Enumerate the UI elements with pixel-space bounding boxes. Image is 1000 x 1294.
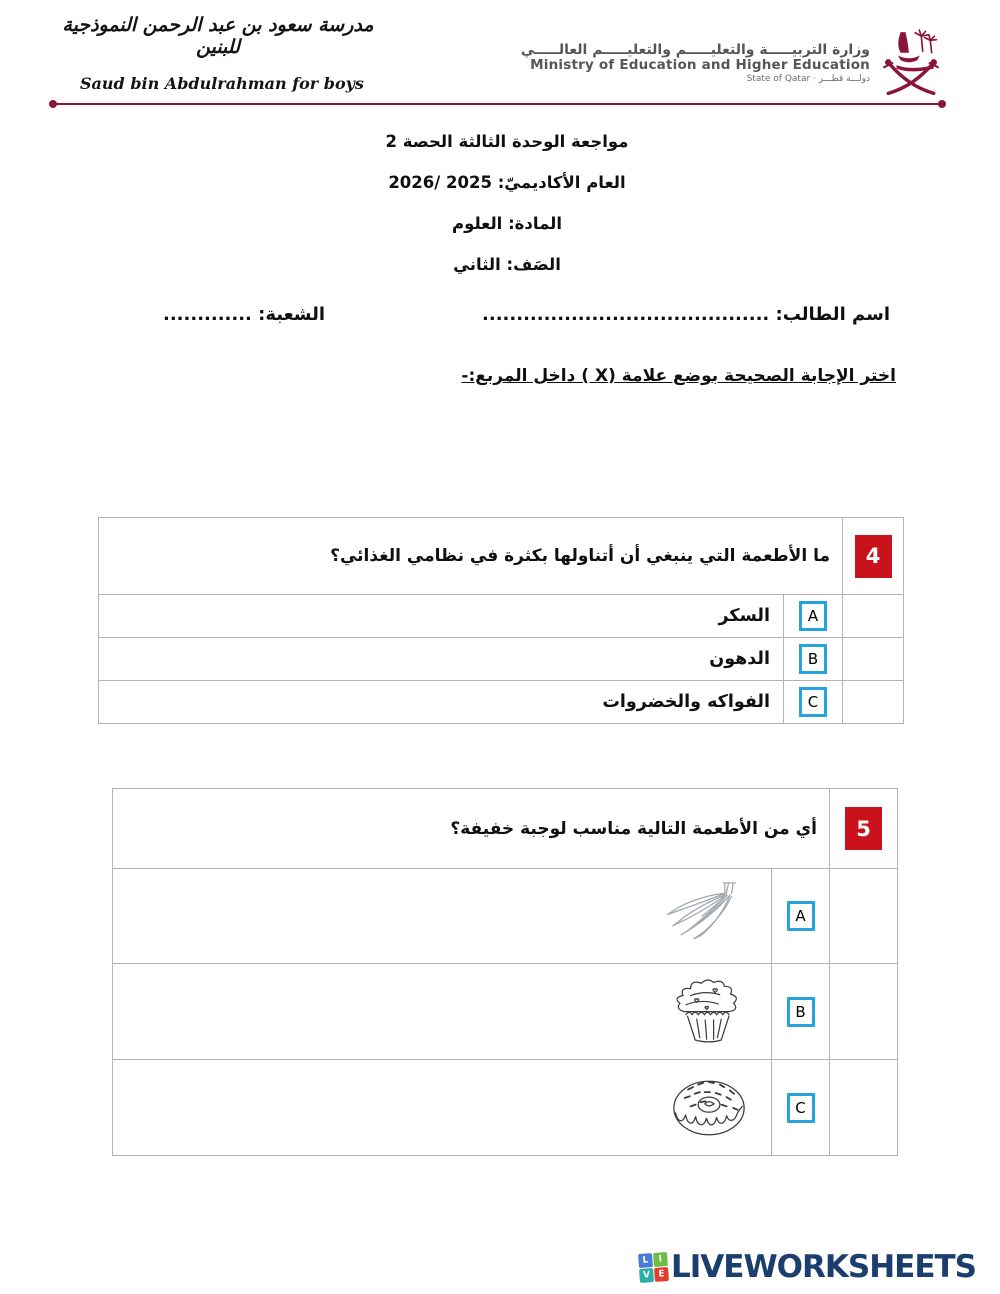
student-name-field: اسم الطالب: .......................................... xyxy=(482,304,890,325)
question-5-header-row xyxy=(113,789,898,869)
question-4-option-row-a xyxy=(99,595,904,638)
logo-tile-v: V xyxy=(639,1268,654,1283)
school-name-arabic: مدرسة سعود بن عبد الرحمن النموذجية للبنين xyxy=(62,14,374,58)
question-4-header-row xyxy=(99,518,904,595)
logo-tile-e: E xyxy=(654,1266,669,1281)
worksheet-info xyxy=(0,121,1000,285)
header-divider-line xyxy=(53,103,942,105)
question-4-table xyxy=(98,517,904,724)
ministry-name-english: Ministry of Education and Higher Education xyxy=(530,56,870,73)
question-5-option-row-c xyxy=(113,1060,898,1156)
option-b-text: الدهون xyxy=(99,638,784,681)
option-a-checkbox[interactable]: A xyxy=(799,601,827,631)
question-4-option-row-c xyxy=(99,681,904,724)
bananas-image xyxy=(113,869,772,964)
worksheet-title: مواجعة الوحدة الثالثة الحصة 2 xyxy=(385,132,629,151)
answer-mark-cell xyxy=(830,964,898,1060)
option-c-text: الفواكه والخضروات xyxy=(99,681,784,724)
answer-mark-cell xyxy=(843,595,904,638)
option-b-checkbox[interactable]: B xyxy=(787,997,815,1027)
academic-year: العام الأكاديميّ: 2025 /2026 xyxy=(388,173,626,192)
logo-tile-l: L xyxy=(638,1253,653,1268)
question-4-option-row-b xyxy=(99,638,904,681)
answer-mark-cell xyxy=(843,681,904,724)
donut-image xyxy=(113,1060,772,1156)
option-b-checkbox[interactable]: B xyxy=(799,644,827,674)
liveworksheets-logo-icon xyxy=(638,1252,669,1283)
instruction-text: اختر الإجابة الصحيحة بوضع علامة (X ) داخل المربع:- xyxy=(461,366,896,386)
question-5-text: أي من الأطعمة التالية مناسب لوجبة خفيفة؟ xyxy=(113,789,830,869)
ministry-text xyxy=(521,42,870,85)
qatar-emblem-icon xyxy=(880,24,942,102)
liveworksheets-wordmark: LIVEWORKSHEETS xyxy=(671,1249,976,1285)
school-name-english: Saud bin Abdulrahman for boys xyxy=(80,74,364,93)
question-4-text: ما الأطعمة التي ينبغي أن أتناولها بكثرة في نظامي الغذائي؟ xyxy=(99,518,843,595)
grade: الصَف: الثاني xyxy=(453,255,561,274)
question-4-number-badge: 4 xyxy=(855,535,892,578)
question-5-number-badge: 5 xyxy=(845,807,882,850)
logo-tile-i: I xyxy=(653,1252,668,1267)
liveworksheets-logo xyxy=(639,1249,976,1285)
answer-mark-cell xyxy=(830,869,898,964)
subject: المادة: العلوم xyxy=(452,214,562,233)
cupcake-image xyxy=(113,964,772,1060)
answer-mark-cell xyxy=(830,1060,898,1156)
question-5-option-row-a xyxy=(113,869,898,964)
question-5-table xyxy=(112,788,898,1156)
section-field: الشعبة: ............. xyxy=(163,304,326,325)
option-c-checkbox[interactable]: C xyxy=(787,1093,815,1123)
question-5-option-row-b xyxy=(113,964,898,1060)
option-c-checkbox[interactable]: C xyxy=(799,687,827,717)
answer-mark-cell xyxy=(843,638,904,681)
state-of-qatar-label: دولـــة قطـــر · State of Qatar xyxy=(746,74,870,85)
student-line xyxy=(163,304,890,325)
ministry-name-arabic: وزارة التربيـــــة والتعليـــــم والتعليـــــم العالـــــي xyxy=(520,41,870,58)
option-a-checkbox[interactable]: A xyxy=(787,901,815,931)
option-a-text: السكر xyxy=(99,595,784,638)
ministry-logo-block xyxy=(521,24,942,102)
